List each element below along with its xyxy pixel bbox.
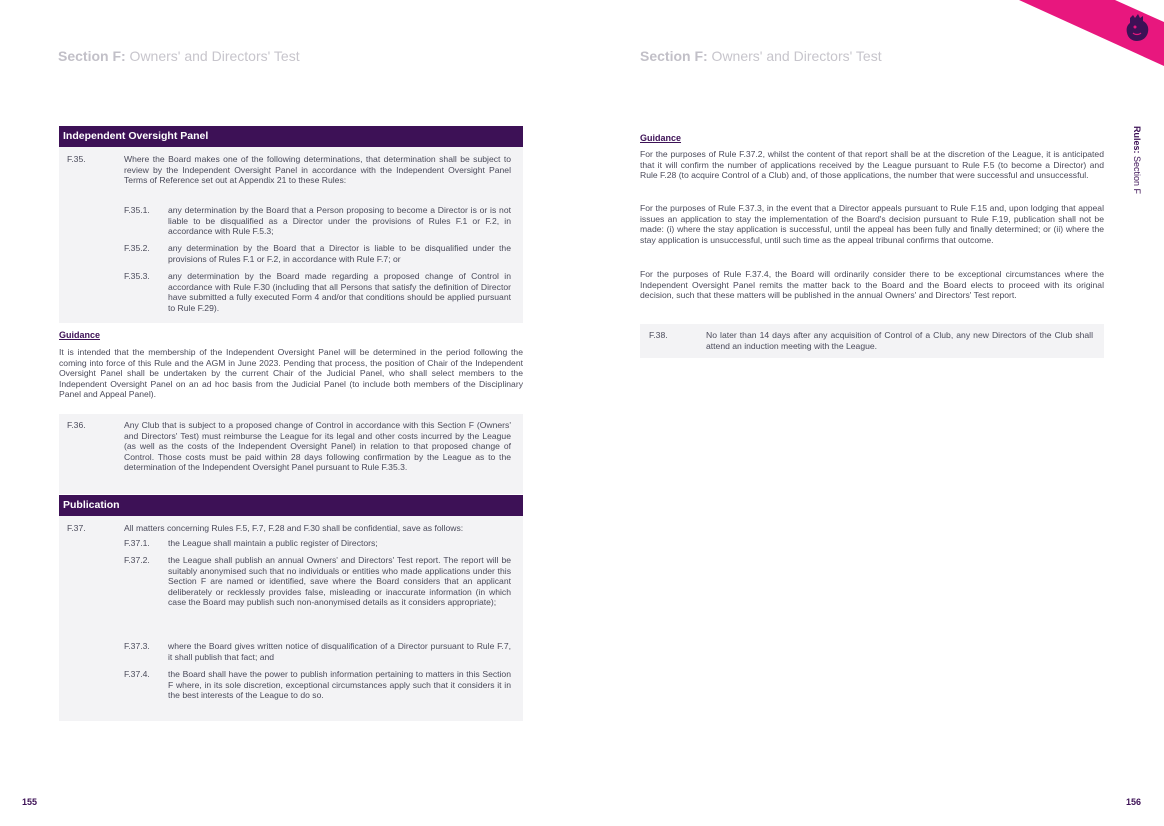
right-page [582,0,1164,826]
sub-rule-text: the League shall publish an annual Owners' and Directors' Test report. The report will be suitably anonymised such that no individuals or entities who made applications under this Section F are named or identified, save where the Board considers that an applicant deliberately or recklessly provides false, misleading or inaccurate information (in which case the Board may publish such non-anonymised details as it considers appropriate); [168,555,511,608]
sub-rule-number: F.37.4. [124,669,150,679]
guidance-paragraph-3: For the purposes of Rule F.37.4, the Board will ordinarily consider there to be exceptional circumstances where the Independent Oversight Panel remits the matter back to the Board and the Board elects to proceed with its original decision, such that these matters will be published in the annual Owners' and Directors' Test report. [640,269,1104,301]
sub-rule-text: where the Board gives written notice of disqualification of a Director pursuant to Rule F.7, it shall publish that fact; and [168,641,511,662]
page-number: 155 [22,797,38,807]
page-number: 156 [1126,797,1142,807]
section-title-rest: Owners' and Directors' Test [707,48,882,64]
section-title-rest: Owners' and Directors' Test [125,48,300,64]
f36-box [59,414,523,494]
rule-text: Any Club that is subject to a proposed change of Control in accordance with this Section F (Owners' and Directors' Test) must reimburse the League for its legal and other costs incurred by the League (as well as the costs of the Independent Oversight Panel) in relation to that proposed change of Control. Those costs must be paid within 28 days following confirmation by the League as to the determination of the Independent Oversight Panel pursuant to Rule F.35.3. [124,420,511,473]
side-tab-rest: Section F [1132,153,1142,195]
premier-league-lion-icon [1124,14,1150,42]
rule-text: All matters concerning Rules F.5, F.7, F.28 and F.30 shall be confidential, save as follows: [124,523,464,533]
rule-text: No later than 14 days after any acquisition of Control of a Club, any new Directors of the Club shall attend an induction meeting with the League. [706,330,1093,351]
guidance-paragraph-1: For the purposes of Rule F.37.2, whilst the content of that report shall be at the discretion of the League, it is anticipated that it will confirm the number of applications received by the League pursuant to Rule F.5 (to become a Director) and Rule F.28 (to acquire Control of a Club) and, of those applications, the number that were successful and unsuccessful. [640,149,1104,181]
rule-number: F.37. [67,523,86,533]
sub-rule-number: F.37.3. [124,641,150,651]
section-title-bold: Section F: [640,48,708,64]
side-tab [1131,126,1143,216]
rule-text: Where the Board makes one of the following determinations, that determination shall be subject to review by the Independent Oversight Panel in accordance with the Independent Oversight Panel Terms of Reference set out at Appendix 21 to these Rules: [124,154,511,186]
sub-rule-number: F.35.1. [124,205,150,215]
rule-number: F.35. [67,154,86,164]
guidance-heading: Guidance [640,133,682,143]
sub-rule-text: the Board shall have the power to publish information pertaining to matters in this Section F where, in its sole discretion, exceptional circumstances apply such that it considers it in the best interests of the League to do so. [168,669,511,701]
f38-box [640,324,1104,358]
sub-rule-text: any determination by the Board that a Director is liable to be disqualified under the provisions of Rules F.1 or F.2, in accordance with Rule F.7; or [168,243,511,264]
side-tab-text [1132,126,1142,194]
sub-rule-number: F.37.2. [124,555,150,565]
f35-box [59,147,523,323]
sub-rule-number: F.37.1. [124,538,150,548]
guidance-paragraph-2: For the purposes of Rule F.37.3, in the event that a Director appeals pursuant to Rule F.15 and, upon lodging that appeal issues an application to stay the implementation of the Board's decision pursuant to Rule F.19, publication shall not be made: (i) where the stay application is successful, until the appeal has been fully and finally determined; or (ii) where the stay application is unsuccessful, until such time as the appeal tribunal confirms that outcome. [640,203,1104,245]
iop-header: Independent Oversight Panel [59,126,523,147]
section-title [640,48,882,64]
publication-header: Publication [59,495,523,516]
guidance-text: It is intended that the membership of the Independent Oversight Panel will be determined in the period following the coming into force of this Rule and the AGM in June 2023. Pending that process, the position of Chair of the Independent Oversight Panel shall be undertaken by the current Chair of the Judicial Panel, who shall select members to the Independent Oversight Panel on an ad hoc basis from the Judicial Panel (to include both members of the Disciplinary Panel and Appeal Panel). [59,347,523,400]
section-title-bold: Section F: [58,48,126,64]
rule-number: F.38. [649,330,668,340]
sub-rule-number: F.35.3. [124,271,150,281]
sub-rule-text: any determination by the Board made regarding a proposed change of Control in accordance with Rule F.30 (including that all Persons that satisfy the definition of Director have submitted a fully executed Form 4 and/or that conditions should be applied pursuant to Rule F.29). [168,271,511,313]
side-tab-bold: Rules: [1132,126,1142,154]
rule-number: F.36. [67,420,86,430]
f37-box [59,516,523,721]
guidance-heading: Guidance [59,330,101,340]
sub-rule-text: the League shall maintain a public register of Directors; [168,538,378,548]
section-title [58,48,300,64]
sub-rule-text: any determination by the Board that a Person proposing to become a Director is or is not liable to be disqualified as a Director under the provisions of Rules F.1 or F.2, in accordance with Rule F.5.3; [168,205,511,237]
sub-rule-number: F.35.2. [124,243,150,253]
